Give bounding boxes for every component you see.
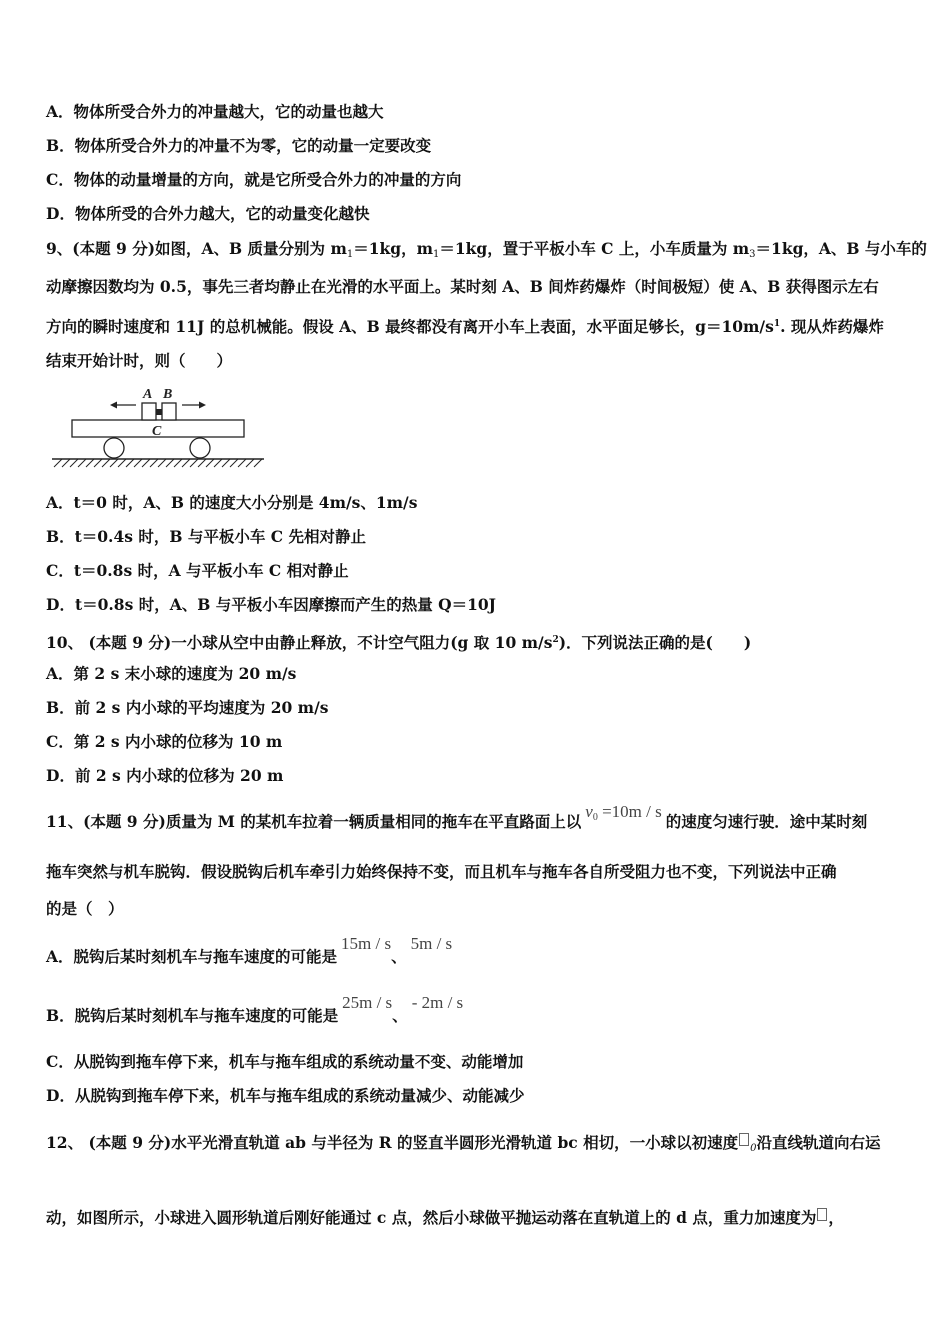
q8-option-d: D．物体所受的合外力越大，它的动量变化越快 — [46, 204, 370, 223]
q11-stem-line2: 拖车突然与机车脱钩．假设脱钩后机车牵引力始终保持不变，而且机车与拖车各自所受阻力也不变，下列说法中正确 — [46, 862, 837, 881]
label-a: A — [143, 387, 153, 402]
q9-stem-line4: 结束开始计时，则（ ） — [46, 351, 233, 370]
q10-option-d: D．前 2 s 内小球的位移为 20 m — [46, 766, 284, 785]
q9-option-c: C．t＝0.8s 时，A 与平板小车 C 相对静止 — [46, 561, 349, 580]
block-a — [142, 403, 156, 420]
q11-option-a-v1: 15m / s — [341, 934, 392, 953]
q11-v0-formula: $v_0 =10m / s$ — [585, 802, 662, 823]
explosive — [156, 409, 162, 415]
q11-stem-line1: 11、(本题 9 分)质量为 M 的某机车拉着一辆质量相同的拖车在平直路面上以$v_0 =10m / s$的速度匀速行驶．途中某时刻 — [46, 802, 868, 831]
missing-glyph-icon — [817, 1208, 827, 1221]
q11-option-b: B．脱钩后某时刻机车与拖车速度的可能是25m / s、- 2m / s — [46, 993, 464, 1025]
q9-option-b: B．t＝0.4s 时，B 与平板小车 C 先相对静止 — [46, 527, 366, 546]
q11-option-b-v2: - 2m / s — [411, 993, 464, 1012]
left-wheel — [104, 438, 124, 458]
q10-option-c: C．第 2 s 内小球的位移为 10 m — [46, 732, 283, 751]
arrow-right-head — [199, 402, 206, 409]
ground-hatching — [54, 459, 262, 467]
q8-option-b: B．物体所受合外力的冲量不为零，它的动量一定要改变 — [46, 136, 432, 155]
missing-glyph-icon — [739, 1133, 749, 1146]
q11-stem-line3: 的是（ ） — [46, 899, 124, 918]
q9-stem-line1: 9、(本题 9 分)如图，A、B 质量分别为 $m_1=1kg$，$m_1=1kg$，置于平板小车 C 上，小车质量为 $m_3=1kg$，A、B 与小车的 — [46, 239, 927, 260]
label-c: C — [152, 424, 162, 439]
right-wheel — [190, 438, 210, 458]
q12-stem-line1: 12、 (本题 9 分)水平光滑直轨道 ab 与半径为 R 的竖直半圆形光滑轨道 bc 相切，一小球以初速度 $_0$沿直线轨道向右运 — [46, 1133, 881, 1154]
q11-option-b-v1: 25m / s — [342, 993, 393, 1012]
q11-option-a-v2: 5m / s — [410, 934, 453, 953]
q11-option-c: C．从脱钩到拖车停下来，机车与拖车组成的系统动量不变、动能增加 — [46, 1052, 524, 1071]
q9-stem-line2: 动摩擦因数均为 0.5，事先三者均静止在光滑的水平面上。某时刻 A、B 间炸药爆炸（时间极短）使 A、B 获得图示左右 — [46, 277, 879, 296]
q10-option-a: A．第 2 s 末小球的速度为 20 m/s — [46, 664, 297, 683]
q10-option-b: B．前 2 s 内小球的平均速度为 20 m/s — [46, 698, 329, 717]
block-b — [162, 403, 176, 420]
label-b: B — [163, 387, 173, 402]
q8-option-a: A．物体所受合外力的冲量越大，它的动量也越大 — [46, 102, 384, 121]
q10-stem: 10、 (本题 9 分)一小球从空中由静止释放，不计空气阻力(g 取 10 $m/s^2$)．下列说法正确的是( ) — [46, 633, 752, 652]
q9-figure-cart — [48, 383, 268, 473]
q12-stem-line2: 动，如图所示，小球进入圆形轨道后刚好能通过 c 点，然后小球做平抛运动落在直轨道上的 d 点，重力加速度为 ， — [46, 1208, 844, 1227]
q11-option-d: D．从脱钩到拖车停下来，机车与拖车组成的系统动量减少、动能减少 — [46, 1086, 525, 1105]
arrow-left-head — [110, 402, 117, 409]
q9-option-d: D．t＝0.8s 时，A、B 与平板小车因摩擦而产生的热量 Q＝10J — [46, 595, 497, 614]
q8-option-c: C．物体的动量增量的方向，就是它所受合外力的冲量的方向 — [46, 170, 462, 189]
q9-stem-line3: 方向的瞬时速度和 11J 的总机械能。假设 A、B 最终都没有离开小车上表面，水平面足够长，$g=10m/s^1$. 现从炸药爆炸 — [46, 317, 884, 336]
q9-option-a: A．t＝0 时，A、B 的速度大小分别是 4m/s、1m/s — [46, 493, 418, 512]
q11-option-a: A．脱钩后某时刻机车与拖车速度的可能是15m / s、5m / s — [46, 934, 453, 966]
